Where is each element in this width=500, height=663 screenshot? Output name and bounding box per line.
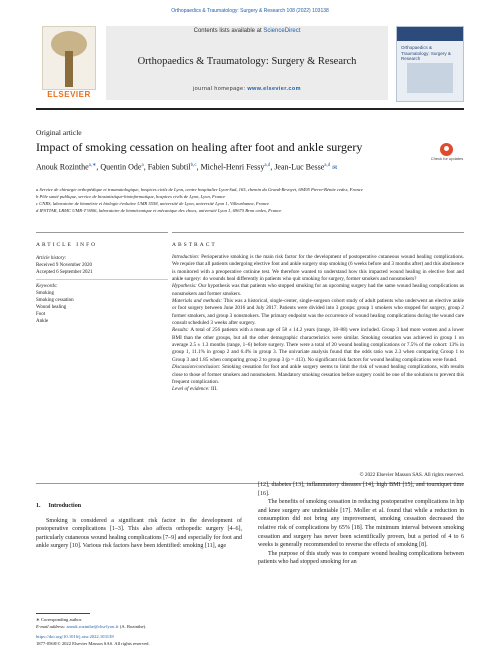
abstract-label: Results:	[172, 327, 191, 334]
received-date: Received 9 November 2020	[36, 263, 92, 268]
keywords-label: Keywords:	[36, 284, 58, 289]
abstract-label: Hypothesis:	[172, 283, 199, 290]
journal-banner	[106, 26, 388, 100]
abstract-text: Our hypothesis was that patients who stopped smoking for an upcoming surgery had the same wound healing complications as nonsmokers and former smokers.	[172, 283, 464, 297]
abstract-paragraph	[172, 254, 464, 283]
article-title: Impact of smoking cessation on healing after foot and ankle surgery	[36, 140, 363, 154]
article-type: Original article	[36, 128, 82, 137]
tree-emblem-icon	[42, 26, 96, 90]
homepage-label: journal homepage:	[193, 86, 248, 92]
abstract-label: Level of evidence:	[172, 386, 212, 393]
author-name[interactable]: Quentin Ode	[100, 162, 142, 172]
corresponding-author-note: ∗ Corresponding author.	[36, 617, 83, 622]
affiliation-item: c CNRS, laboratoire de biométrie et biologie évolutive UMR 5558, université de Lyon, université Lyon 1, Villeurbanne, France	[36, 201, 270, 206]
keyword-item: Foot	[36, 312, 46, 317]
author-affiliation-marker[interactable]: a,d	[264, 163, 271, 168]
keyword-item: Ankle	[36, 319, 49, 324]
abstract-paragraph	[172, 364, 464, 386]
section-heading	[36, 502, 242, 511]
body-paragraph: Smoking is considered a significant risk factor in the development of postoperative complications [1–3]. This also affects orthopedic surgery [4–6], particularly cutaneous wound healing complications [7–9] and especially for foot and ankle surgery [10]. Various risk factors have been identified: smoking [11], age	[36, 517, 242, 550]
email-suffix: (A. Rozinthe).	[118, 623, 147, 629]
author-affiliation-marker[interactable]: a,∗	[88, 163, 97, 168]
abstract-text: A total of 256 patients with a mean age of 58 ± 14.2 years (range, 18–88) were included. Group 3 had more women and a lower BMI than the other groups, but all the other demographic characteristics were similar. Smoking cessation was achieved in group 1 on average 2.5 ± 1.3 months (range, 1–6) before surgery. There were a total of 20 wound healing complications or 7.5% of the cohort: 13% in group 1, 11.1% in group 2 and 6.4% in group 3. The univariate analysis found that the odds ratio was 2.3 when comparing Group 1 to Group 3 and 1.85 when comparing group 2 to group 3 (p = 413). No significant risk factors for wound healing complications were found.	[172, 327, 464, 363]
journal-masthead	[36, 20, 464, 104]
author-name[interactable]: Fabien Subtil	[147, 162, 191, 172]
abstract-rule	[172, 232, 464, 233]
affiliation-item: b Pôle santé publique, service de biostatistique-bioinformatique, hospices civils de Lyon, Lyon, France	[36, 194, 226, 199]
abstract-label: Discussion/conclusion:	[172, 364, 223, 371]
footnote-rule	[36, 613, 90, 614]
section-number: 1.	[36, 503, 41, 509]
body-paragraph: The purpose of this study was to compare wound healing complications between patients who had stopped smoking for an	[258, 550, 464, 566]
running-head[interactable]: Orthopaedics & Traumatology: Surgery & Research 108 (2022) 103138	[171, 8, 329, 14]
email-link[interactable]: anouk.rozinthe@chu-lyon.fr	[66, 623, 119, 629]
author-affiliation-marker[interactable]: a	[141, 163, 144, 168]
header-divider	[36, 108, 464, 110]
check-updates-label: Check for updates	[430, 156, 464, 161]
check-updates-icon	[440, 143, 453, 156]
issn-line: 1877-0568/© 2022 Elsevier Masson SAS. All rights reserved.	[36, 640, 150, 646]
author-name[interactable]: Jean-Luc Besse	[274, 162, 325, 172]
article-info-heading: ARTICLE INFO	[36, 242, 98, 248]
author-affiliation-marker[interactable]: a,d	[324, 163, 331, 168]
author-name[interactable]: Michel-Henri Fessy	[200, 162, 265, 172]
elsevier-logo[interactable]	[36, 26, 102, 100]
abstract-body	[172, 254, 464, 394]
envelope-icon[interactable]: ✉	[332, 165, 338, 172]
body-column-right	[258, 481, 464, 567]
author-affiliation-marker[interactable]: b,c	[190, 163, 197, 168]
elsevier-wordmark: ELSEVIER	[47, 90, 91, 99]
article-info-panel	[36, 255, 168, 325]
keyword-item: Smoking cessation	[36, 298, 74, 303]
body-paragraph: The benefits of smoking cessation in reducing postoperative complications in hip and knee surgery are undeniable [17]. Moller et al. found that while a reduction in consumption did not bring any improvement, smoking cessation decreased the relative risk of complications by 65% [18]. The minimum interval between smoking cessation and surgery has never been scientifically proven, but a period of 4 to 6 weeks is generally recommended to reverse the effects of smoking [8].	[258, 499, 464, 549]
info-divider	[36, 279, 168, 280]
footnotes	[36, 617, 266, 647]
journal-title: Orthopaedics & Traumatology: Surgery & Research	[137, 56, 357, 67]
doi-link[interactable]: https://doi.org/10.1016/j.otsr.2022.103138	[36, 634, 114, 639]
journal-cover-thumbnail[interactable]	[396, 26, 464, 102]
contents-prefix: Contents lists available at	[193, 28, 264, 34]
cover-title: Orthopaedics & Traumatology: Surgery & Research	[401, 45, 451, 61]
author-list: Anouk Rozinthe$^{a,∗}$, Quentin Ode$^a$, Fabien Subtil$^{b,c}$, Michel-Henri Fessy$^{a,d}$, Jean-Luc Besse$^{a,d}$ ✉	[36, 162, 338, 172]
article-info-rule	[36, 232, 168, 233]
affiliation-item: d IFSTTAR, LBMC UMR-T 9406, laboratoire de biomécanique et mécanique des chocs, université Lyon 1, 69675 Bron cedex, France	[36, 208, 282, 213]
abstract-paragraph	[172, 327, 464, 364]
contents-line	[106, 28, 388, 34]
cover-image	[407, 63, 453, 93]
abstract-paragraph	[172, 298, 464, 327]
keyword-item: Smoking	[36, 291, 55, 296]
section-title: Introduction	[48, 503, 82, 509]
abstract-text: Smoking cessation for foot and ankle surgery seems to limit the risk of wound healing complications, with results close to those of former smokers and nonsmokers. Mandatory smoking cessation before surgery could be one of the solutions to prevent this frequent complication.	[172, 364, 464, 385]
sciencedirect-link[interactable]: ScienceDirect	[263, 28, 301, 34]
abstract-text: Perioperative smoking is the main risk factor for the development of postoperative cutaneous wound healing complications. We require that all patients undergoing elective foot and ankle surgery stop smoking (6 weeks before and 3 months after) and this abstinence is monitored with a preoperative cotinine test. We therefore wanted to understand how this impacted wound healing in elective foot and ankle surgery: do wounds heal differently in patients who quit smoking for surgery, former smokers and nonsmokers?	[172, 254, 464, 283]
abstract-label: Introduction:	[172, 254, 202, 260]
accepted-date: Accepted 6 September 2021	[36, 270, 93, 275]
affiliation-item: a Service de chirurgie orthopédique et traumatologique, hospices civils de Lyon, centre hospitalier Lyon-Sud, 165, chemin du Grand-Revoyet, 69495 Pierre-Bénite cedex, France	[36, 187, 363, 192]
journal-homepage	[106, 86, 388, 92]
affiliations	[36, 186, 464, 214]
homepage-link[interactable]: www.elsevier.com	[247, 86, 301, 92]
history-label: Article history:	[36, 256, 67, 261]
abstract-label: Materials and methods:	[172, 298, 224, 305]
abstract-text: III.	[211, 386, 218, 393]
keyword-item: Wound healing	[36, 305, 67, 310]
author-name[interactable]: Anouk Rozinthe	[36, 162, 89, 172]
body-column-left	[36, 502, 242, 551]
abstract-text: This was a historical, single-center, single-surgeon cohort study of adult patients who underwent an elective ankle or foot surgery between June 2016 and July 2017. Patients were divided into 3 groups: group 1 smokers who stopped for surgery, group 2 former smokers, and group 3 nonsmokers. The primary endpoint was the occurrence of wound healing complications during the wound care consult scheduled 3 weeks after surgery.	[172, 298, 464, 327]
abstract-paragraph	[172, 283, 464, 298]
copyright-notice: © 2022 Elsevier Masson SAS. All rights reserved.	[359, 472, 464, 478]
email-label: E-mail address:	[36, 623, 67, 629]
abstract-paragraph	[172, 386, 464, 393]
abstract-heading: ABSTRACT	[172, 242, 217, 248]
body-paragraph: [12], diabetes [13], inflammatory diseases [14], high BMI [15], and tourniquet time [16].	[258, 482, 464, 497]
